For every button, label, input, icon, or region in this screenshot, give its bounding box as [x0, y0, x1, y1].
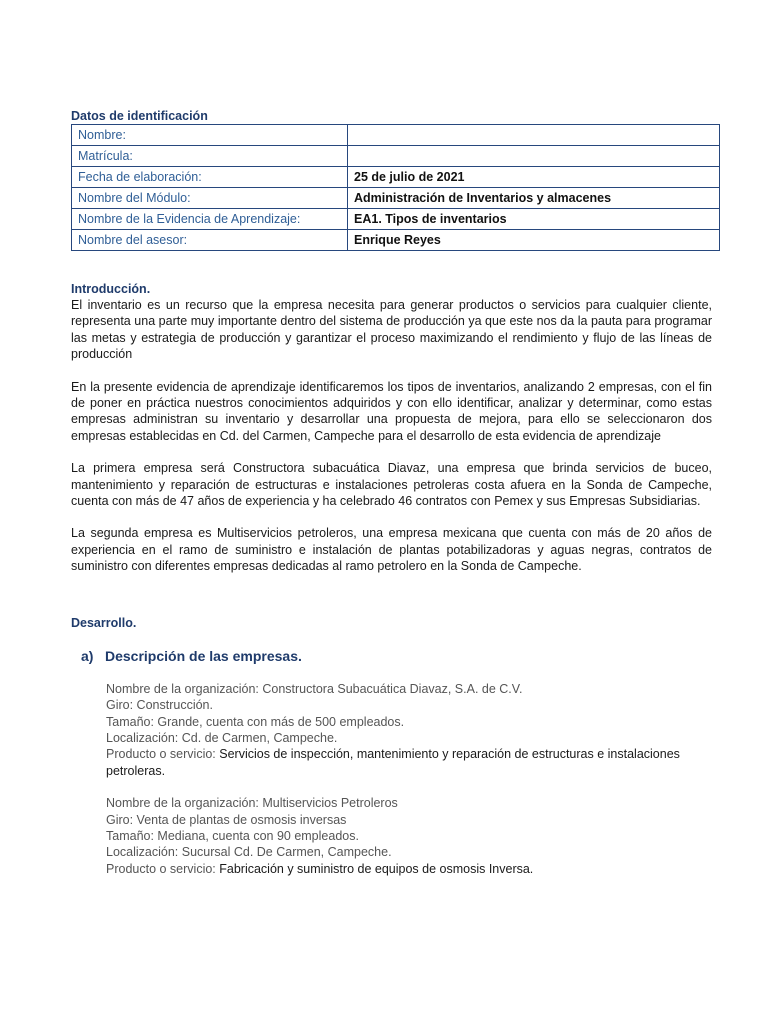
company-giro: Giro: Venta de plantas de osmosis inversas [106, 812, 347, 827]
row-label: Matrícula: [72, 146, 348, 167]
row-value: Administración de Inventarios y almacenes [348, 188, 720, 209]
introduction-title: Introducción. [71, 282, 151, 296]
intro-paragraph: La primera empresa será Constructora subacuática Diavaz, una empresa que brinda servicios de buceo, mantenimiento y reparación de estructuras e instalaciones petroleras costa afuera en la Sonda de Campeche, cuenta con más de 47 años de experiencia y ha celebrado 46 contratos con Pemex y sus Empresas Subsidiarias. [71, 461, 712, 509]
row-label: Fecha de elaboración: [72, 167, 348, 188]
document-page [71, 108, 712, 877]
company-org: Nombre de la organización: Constructora Subacuática Diavaz, S.A. de C.V. [106, 681, 523, 696]
product-label: Producto o servicio: [106, 861, 220, 876]
row-value: 25 de julio de 2021 [348, 167, 720, 188]
row-label: Nombre del asesor: [72, 230, 348, 251]
subsection-marker: a) [81, 647, 94, 664]
subsection-title: Descripción de las empresas. [105, 647, 302, 664]
row-label: Nombre del Módulo: [72, 188, 348, 209]
company-location: Localización: Sucursal Cd. De Carmen, Campeche. [106, 845, 392, 860]
row-label: Nombre de la Evidencia de Aprendizaje: [72, 209, 348, 230]
intro-paragraph: En la presente evidencia de aprendizaje identificaremos los tipos de inventarios, analizando 2 empresas, con el fin de poner en práctica nuestros conocimientos adquiridos y con ello identificar, analizar y determinar, como estas empresas administran su inventario y desarrollar una propuesta de mejora, para ello se seleccionaron dos empresas establecidas en Cd. del Carmen, Campeche para el desarrollo de esta evidencia de aprendizaje [71, 379, 712, 443]
table-row [72, 188, 720, 209]
table-row [72, 167, 720, 188]
company-size: Tamaño: Mediana, cuenta con 90 empleados. [106, 828, 359, 843]
row-value: EA1. Tipos de inventarios [348, 209, 720, 230]
subsection-heading [81, 647, 712, 665]
company-org: Nombre de la organización: Multiservicios Petroleros [106, 796, 398, 811]
company-block [106, 795, 712, 877]
intro-paragraph: El inventario es un recurso que la empresa necesita para generar productos o servicios para cualquier cliente, representa una parte muy importante dentro del sistema de producción ya que este nos da la pauta para programar las metas y estrategia de producción y garantizar el proceso maximizando el rendimiento y flujo de las líneas de producción [71, 298, 712, 362]
company-block [106, 681, 712, 779]
identification-title: Datos de identificación [71, 109, 208, 123]
product-label: Producto o servicio: [106, 747, 220, 762]
row-value: Enrique Reyes [348, 230, 720, 251]
company-giro: Giro: Construcción. [106, 698, 213, 713]
table-row [72, 125, 720, 146]
table-row [72, 146, 720, 167]
company-product [106, 861, 712, 877]
table-row [72, 230, 720, 251]
product-value: Servicios de inspección, mantenimiento y reparación de estructuras e instalaciones petroleras. [106, 747, 680, 778]
product-value: Fabricación y suministro de equipos de osmosis Inversa. [219, 861, 534, 876]
row-value [348, 125, 720, 146]
intro-paragraph: La segunda empresa es Multiservicios petroleros, una empresa mexicana que cuenta con más de 20 años de experiencia en el ramo de suministro e instalación de plantas potabilizadoras y aguas negras, contratos de suministro con diferentes empresas dedicadas al ramo petrolero en la Sonda de Campeche. [71, 526, 712, 574]
company-location: Localización: Cd. de Carmen, Campeche. [106, 730, 338, 745]
row-value [348, 146, 720, 167]
company-size: Tamaño: Grande, cuenta con más de 500 empleados. [106, 714, 405, 729]
table-row [72, 209, 720, 230]
identification-table [71, 124, 720, 251]
company-product [106, 746, 712, 779]
development-title: Desarrollo. [71, 615, 137, 630]
row-label: Nombre: [72, 125, 348, 146]
